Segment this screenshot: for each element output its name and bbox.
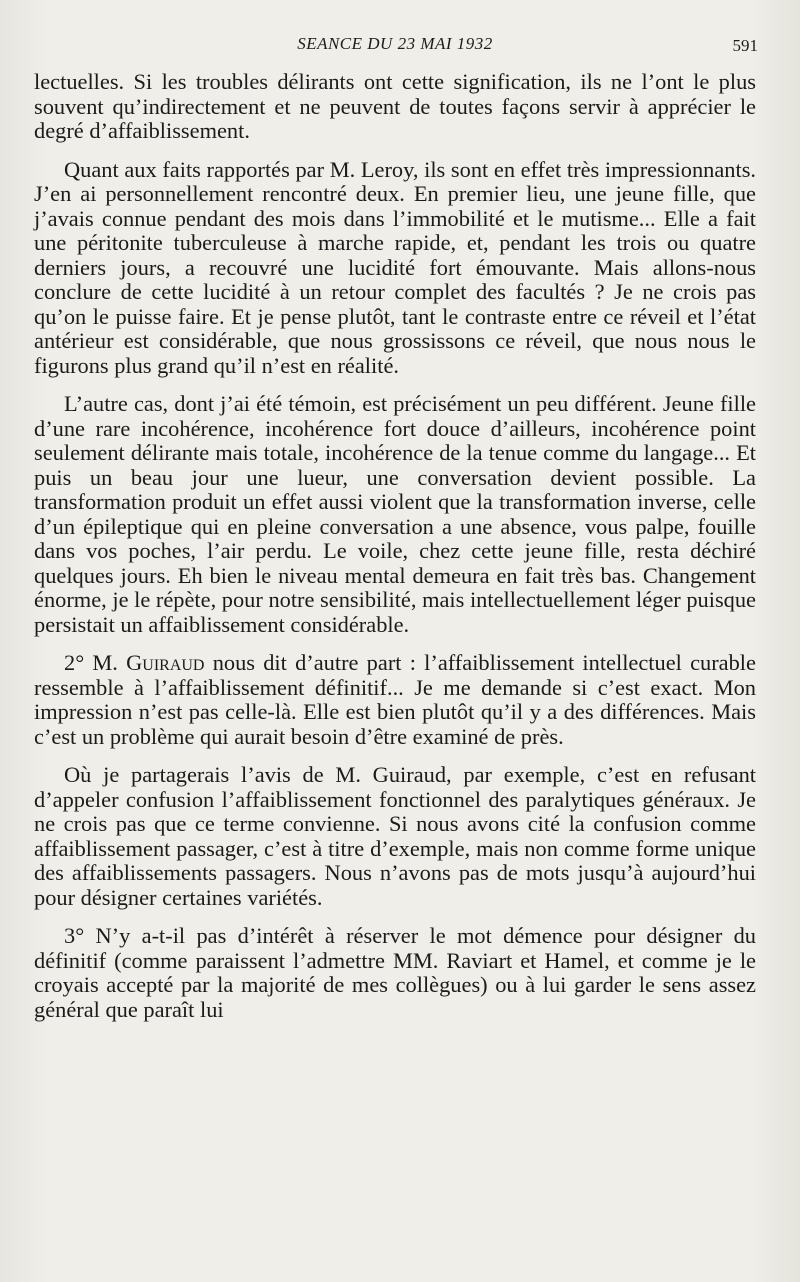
- page-header: [34, 28, 756, 62]
- paragraph-point-3: 3° N’y a-t-il pas d’intérêt à réserver le mot démence pour désigner du définitif (comme paraissent l’admettre MM. Raviart et Hamel, et comme je le croyais accepté par la majorité de mes collègues) ou à lui garder le sens assez général que paraît lui: [34, 923, 756, 1022]
- page-number: 591: [732, 36, 758, 55]
- paragraph-point-2: [34, 651, 756, 749]
- point-2-prefix: 2° M.: [64, 650, 118, 675]
- paragraph-continuation: lectuelles. Si les troubles délirants ont cette signification, ils ne l’ont le plus souvent qu’indirectement et ne peuvent de toutes façons servir à apprécier le degré d’affaiblissement.: [34, 69, 756, 143]
- page-body: [34, 70, 756, 1022]
- running-title: SEANCE DU 23 MAI 1932: [297, 34, 493, 53]
- paragraph-guiraud-opinion: Où je partagerais l’avis de M. Guiraud, par exemple, c’est en refusant d’appeler confusion l’affaiblissement fonctionnel des paralytiques généraux. Je ne crois pas que ce terme convienne. Si nous avons cité la confusion comme affaiblissement passager, c’est à titre d’exemple, mais non comme forme unique des affaiblissements passagers. Nous n’avons pas de mots jusqu’à aujourd’hui pour désigner certaines variétés.: [34, 762, 756, 910]
- paragraph-leroy: Quant aux faits rapportés par M. Leroy, ils sont en effet très impressionnants. J’en ai personnellement rencontré deux. En premier lieu, une jeune fille, que j’avais connue pendant des mois dans l’immobilité et le mutisme... Elle a fait une péritonite tuberculeuse à marche rapide, et, pendant les trois ou quatre derniers jours, a recouvré une lucidité fort émouvante. Mais allons-nous conclure de cette lucidité à un retour complet des facultés ? Je ne crois pas qu’on le puisse faire. Et je pense plutôt, tant le contraste entre ce réveil et l’état antérieur est considérable, que nous grossissons ce réveil, que nous nous le figurons plus grand qu’il n’est en réalité.: [34, 156, 756, 378]
- point-2-author: Guiraud: [126, 650, 205, 675]
- point-2-text: nous dit d’autre part : l’affaiblissement intellectuel curable ressemble à l’affaiblissement définitif... Je me demande si c’est exact. Mon impression n’est pas celle-là. Elle est bien plutôt qu’il y a des différences. Mais c’est un problème qui aurait besoin d’être examiné de près.: [34, 650, 756, 749]
- paragraph-second-case: L’autre cas, dont j’ai été témoin, est précisément un peu différent. Jeune fille d’une rare incohérence, incohérence fort douce d’ailleurs, incohérence point seulement délirante mais totale, incohérence de la tenue comme du langage... Et puis un beau jour une lueur, une conversation devient possible. La transformation produit un effet aussi violent que la transformation inverse, celle d’un épileptique qui en pleine conversation a une absence, vous palpe, fouille dans vos poches, l’air perdu. Le voile, chez cette jeune fille, resta déchiré quelques jours. Eh bien le niveau mental demeura en fait très bas. Changement énorme, je le répète, pour notre sensibilité, mais intellectuellement léger puisque persistait un affaiblissement considérable.: [34, 391, 756, 637]
